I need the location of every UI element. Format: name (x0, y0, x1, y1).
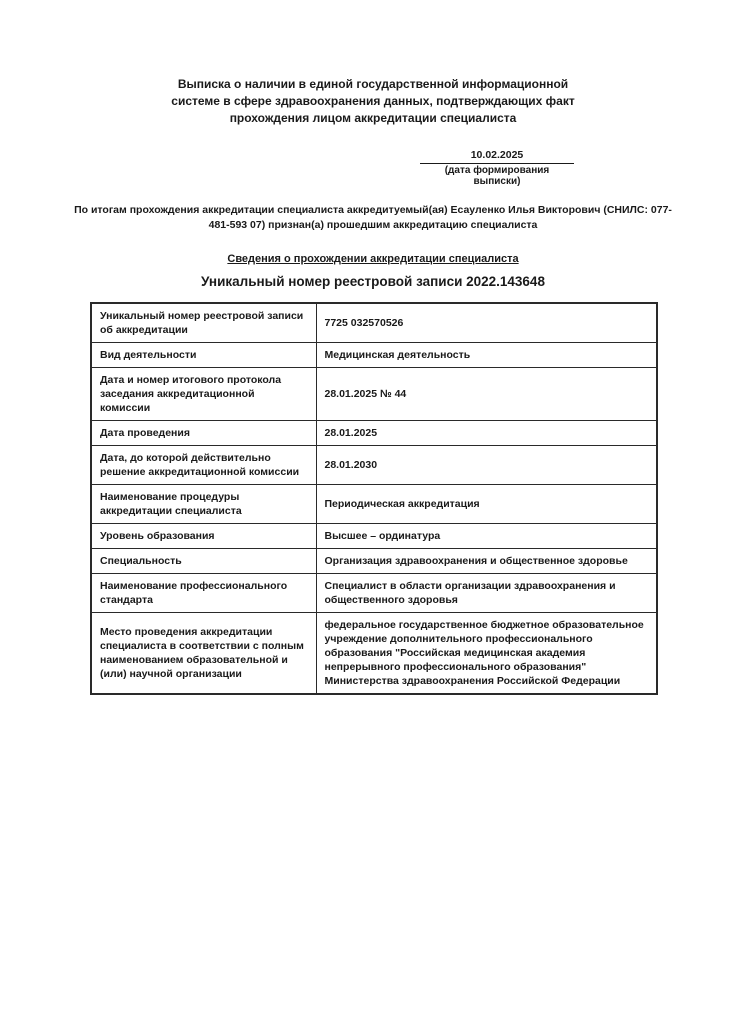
table-row (91, 485, 657, 524)
row-value: Периодическая аккредитация (316, 485, 657, 524)
row-value: Высшее – ординатура (316, 524, 657, 549)
table-row (91, 343, 657, 368)
row-value: Медицинская деятельность (316, 343, 657, 368)
row-label: Дата проведения (91, 421, 316, 446)
row-label: Уникальный номер реестровой записи об аккредитации (91, 303, 316, 343)
table-row (91, 368, 657, 421)
row-label: Специальность (91, 549, 316, 574)
table-row (91, 574, 657, 613)
row-value: 28.01.2025 № 44 (316, 368, 657, 421)
issue-date-caption: (дата формирования выписки) (444, 165, 550, 187)
document-title-line-3: прохождения лицом аккредитации специалиста (229, 111, 517, 125)
row-label: Наименование профессионального стандарта (91, 574, 316, 613)
row-label: Место проведения аккредитации специалиста в соответствии с полным наименованием образовательной и (или) научной организации (91, 613, 316, 695)
issue-date: 10.02.2025 (420, 149, 574, 164)
table-row (91, 446, 657, 485)
table-row (91, 613, 657, 695)
section-heading: Сведения о прохождении аккредитации специалиста (227, 253, 519, 265)
row-value: 7725 032570526 (316, 303, 657, 343)
row-value: Специалист в области организации здравоохранения и общественного здоровья (316, 574, 657, 613)
row-value: 28.01.2025 (316, 421, 657, 446)
row-label: Дата и номер итогового протокола заседания аккредитационной комиссии (91, 368, 316, 421)
row-label: Вид деятельности (91, 343, 316, 368)
issue-date-block (420, 149, 574, 187)
document-title (63, 0, 683, 127)
accreditation-table (90, 302, 658, 695)
document-title-line-2: системе в сфере здравоохранения данных, подтверждающих факт (171, 94, 575, 108)
document-title-line-1: Выписка о наличии в единой государственной информационной (177, 77, 569, 91)
row-label: Наименование процедуры аккредитации специалиста (91, 485, 316, 524)
intro-paragraph: По итогам прохождения аккредитации специалиста аккредитуемый(ая) Есауленко Илья Викторович (СНИЛС: 077-481-593 07) признан(а) прошедшим аккредитацию специалиста (74, 204, 672, 231)
table-row (91, 421, 657, 446)
row-value: 28.01.2030 (316, 446, 657, 485)
row-value: Организация здравоохранения и общественное здоровье (316, 549, 657, 574)
table-row (91, 549, 657, 574)
table-row (91, 303, 657, 343)
table-row (91, 524, 657, 549)
row-value: федеральное государственное бюджетное образовательное учреждение дополнительного профессионального образования "Российская медицинская академия непрерывного профессионального образования" Министерства здравоохранения Российской Федерации (316, 613, 657, 695)
registry-number-heading: Уникальный номер реестровой записи 2022.143648 (201, 274, 545, 289)
row-label: Уровень образования (91, 524, 316, 549)
row-label: Дата, до которой действительно решение аккредитационной комиссии (91, 446, 316, 485)
